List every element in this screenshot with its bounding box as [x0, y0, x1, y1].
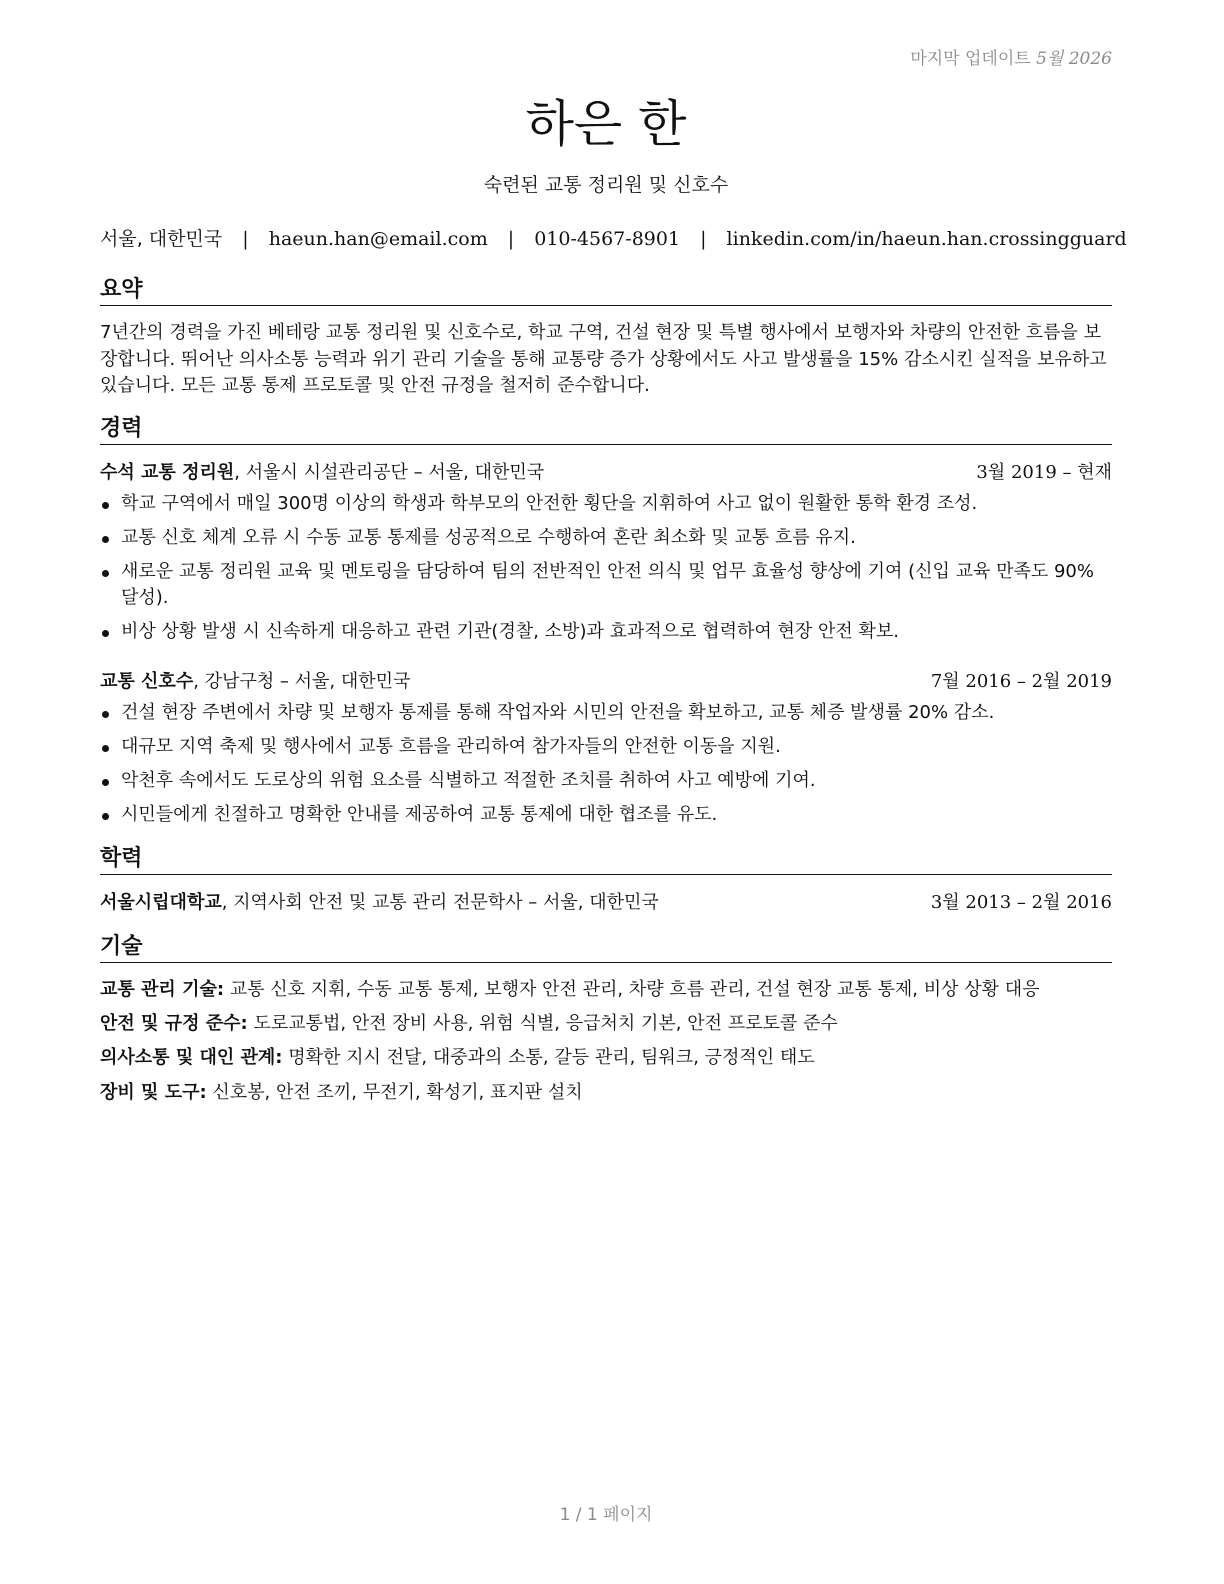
resume-page [100, 0, 1127, 1584]
contact-email[interactable]: haeun.han@email.com [268, 228, 488, 250]
candidate-title: 숙련된 교통 정리원 및 신호수 [483, 174, 729, 196]
bullet-text: 새로운 교통 정리원 교육 및 멘토링을 담당하여 팀의 전반적인 안전 의식 및 업무 효율성 향상에 기여 (신입 교육 만족도 90% 달성). [121, 561, 1094, 608]
bullet-dot-icon [102, 813, 109, 820]
skill-row [100, 1080, 1112, 1106]
education-date: 3월 2013 – 2월 2016 [930, 892, 1112, 913]
bullet-text: 악천후 속에서도 도로상의 위험 요소를 식별하고 적절한 조치를 취하여 사고 예방에 기여. [121, 770, 816, 791]
list-item [100, 802, 1112, 828]
list-item [100, 734, 1112, 760]
list-item [100, 700, 1112, 726]
job-org: , 서울시 시설관리공단 – 서울, 대한민국 [234, 462, 545, 483]
skill-row [100, 977, 1112, 1003]
bullet-dot-icon [102, 711, 109, 718]
education-school: 서울시립대학교 [100, 892, 222, 913]
skill-label: 장비 및 도구: [100, 1082, 207, 1103]
contact-linkedin[interactable]: linkedin.com/in/haeun.han.crossingguard [726, 228, 1127, 250]
job-org: , 강남구청 – 서울, 대한민국 [193, 671, 411, 692]
bullet-dot-icon [102, 536, 109, 543]
last-updated-label: 마지막 업데이트 [910, 49, 1031, 69]
job-date: 3월 2019 – 현재 [976, 462, 1112, 483]
bullet-dot-icon [102, 630, 109, 637]
section-heading-education: 학력 [100, 845, 1112, 875]
skill-value: 명확한 지시 전달, 대중과의 소통, 갈등 관리, 팀워크, 긍정적인 태도 [282, 1047, 815, 1068]
section-heading-summary: 요약 [100, 276, 1112, 306]
contact-line [100, 224, 1127, 251]
bullet-dot-icon [102, 570, 109, 577]
list-item [100, 619, 1112, 645]
bullet-dot-icon [102, 745, 109, 752]
list-item [100, 491, 1112, 517]
bullet-text: 건설 현장 주변에서 차량 및 보행자 통제를 통해 작업자와 시민의 안전을 확보하고, 교통 체증 발생률 20% 감소. [121, 702, 995, 723]
skill-value: 신호봉, 안전 조끼, 무전기, 확성기, 표지판 설치 [206, 1082, 583, 1103]
section-heading-experience: 경력 [100, 415, 1112, 445]
job-role: 수석 교통 정리원 [100, 462, 235, 483]
list-item [100, 768, 1112, 794]
contact-location: 서울, 대한민국 [100, 228, 223, 250]
candidate-name: 하은 한 [525, 95, 687, 153]
contact-separator: | [507, 228, 515, 250]
job-role: 교통 신호수 [100, 671, 194, 692]
skill-label: 의사소통 및 대인 관계: [100, 1047, 283, 1068]
section-heading-skills: 기술 [100, 933, 1112, 963]
contact-phone: 010-4567-8901 [534, 228, 681, 250]
bullet-text: 교통 신호 체계 오류 시 수동 교통 통제를 성공적으로 수행하여 혼란 최소화 및 교통 흐름 유지. [121, 527, 856, 548]
list-item [100, 525, 1112, 551]
page-number: 1 / 1 페이지 [559, 1505, 653, 1525]
summary-text: 7년간의 경력을 가진 베테랑 교통 정리원 및 신호수로, 학교 구역, 건설 현장 및 특별 행사에서 보행자와 차량의 안전한 흐름을 보장합니다. 뛰어난 의사소통 능력과 위기 관리 기술을 통해 교통량 증가 상황에서도 사고 발생률을 15% 감소시킨 실적을 보유하고 있습니다. 모든 교통 통제 프로토콜 및 안전 규정을 철저히 준수합니다. [100, 322, 1107, 396]
job-bullet-list [100, 700, 1112, 836]
bullet-text: 시민들에게 친절하고 명확한 안내를 제공하여 교통 통제에 대한 협조를 유도. [121, 804, 718, 825]
last-updated-date: 5월 2026 [1036, 49, 1112, 69]
skill-label: 안전 및 규정 준수: [100, 1013, 248, 1034]
skill-value: 도로교통법, 안전 장비 사용, 위험 식별, 응급처치 기본, 안전 프로토콜 준수 [247, 1013, 838, 1034]
skill-value: 교통 신호 지휘, 수동 교통 통제, 보행자 안전 관리, 차량 흐름 관리, 건설 현장 교통 통제, 비상 상황 대응 [224, 979, 1040, 1000]
bullet-dot-icon [102, 779, 109, 786]
job-bullet-list [100, 491, 1112, 653]
last-updated [910, 44, 1112, 69]
contact-separator: | [242, 228, 249, 250]
contact-separator: | [700, 228, 707, 250]
job-date: 7월 2016 – 2월 2019 [930, 671, 1112, 692]
job-header [100, 669, 1112, 695]
education-entry [100, 890, 1112, 916]
education-detail: , 지역사회 안전 및 교통 관리 전문학사 – 서울, 대한민국 [221, 892, 659, 913]
bullet-text: 대규모 지역 축제 및 행사에서 교통 흐름을 관리하여 참가자들의 안전한 이동을 지원. [121, 736, 781, 757]
skill-row [100, 1011, 1112, 1037]
skill-label: 교통 관리 기술: [100, 979, 225, 1000]
bullet-text: 학교 구역에서 매일 300명 이상의 학생과 학부모의 안전한 횡단을 지휘하여 사고 없이 원활한 통학 환경 조성. [121, 493, 978, 514]
bullet-dot-icon [102, 502, 109, 509]
bullet-text: 비상 상황 발생 시 신속하게 대응하고 관련 기관(경찰, 소방)과 효과적으로 협력하여 현장 안전 확보. [121, 621, 899, 642]
list-item [100, 559, 1112, 611]
job-header [100, 460, 1112, 486]
skill-row [100, 1045, 1112, 1071]
